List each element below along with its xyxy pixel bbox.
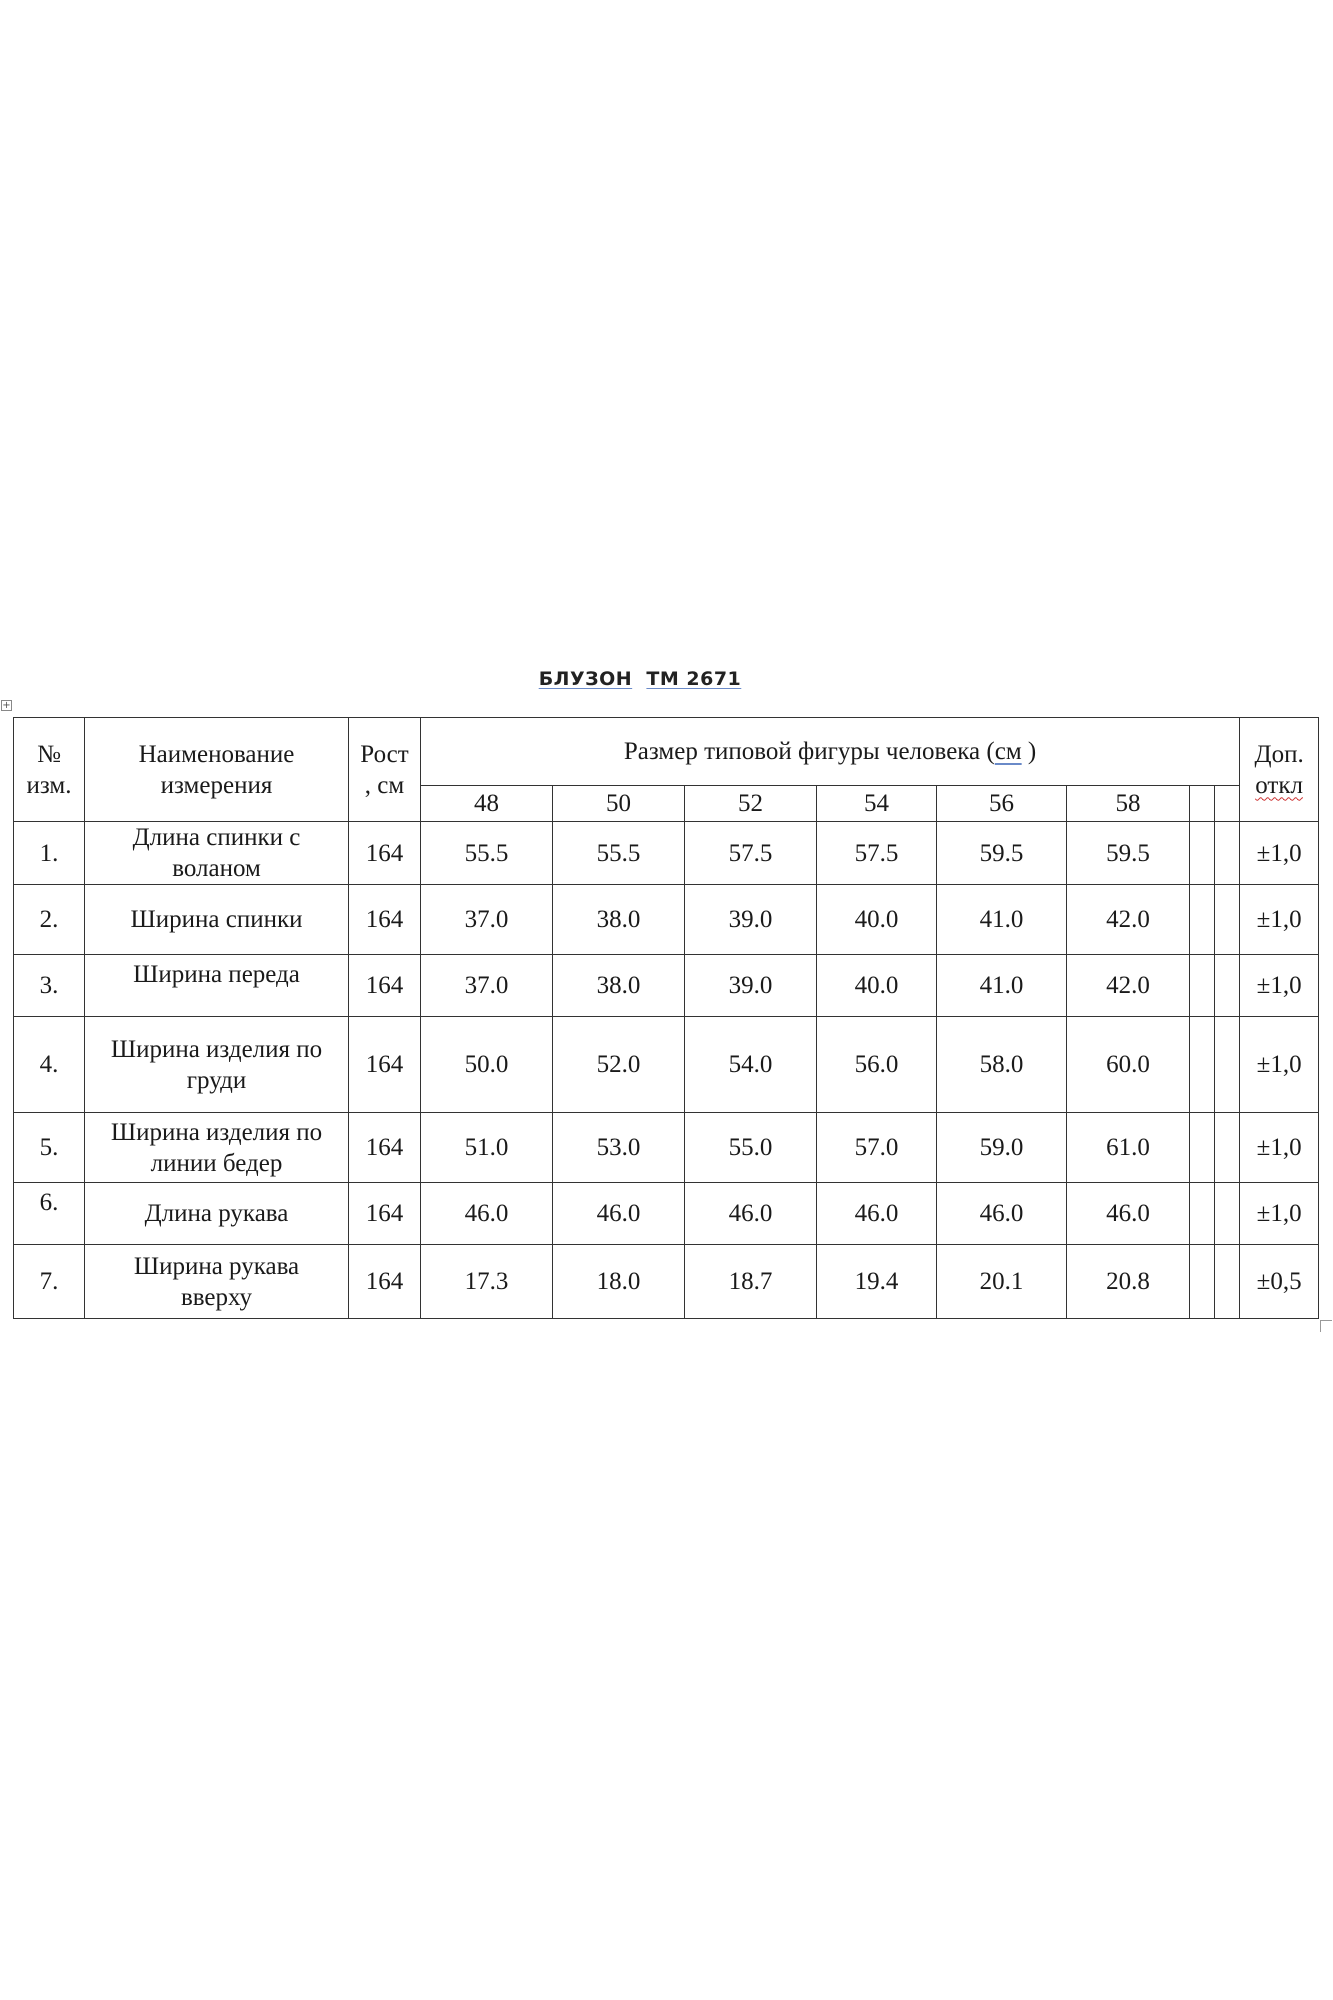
- row-value: 39.0: [685, 955, 817, 1017]
- empty-cell: [1215, 1245, 1240, 1319]
- row-value: 40.0: [817, 955, 937, 1017]
- row-name: Ширина переда: [85, 955, 349, 1017]
- table-row: [14, 1113, 1319, 1183]
- row-num: 6.: [14, 1183, 85, 1245]
- table-row: [14, 885, 1319, 955]
- row-value: 52.0: [553, 1017, 685, 1113]
- row-value: 42.0: [1067, 955, 1190, 1017]
- row-value: 54.0: [685, 1017, 817, 1113]
- row-value: 57.0: [817, 1113, 937, 1183]
- row-value: 57.5: [685, 822, 817, 885]
- empty-cell: [1190, 885, 1215, 955]
- row-value: 42.0: [1067, 885, 1190, 955]
- table-row: [14, 1245, 1319, 1319]
- size-header: 48: [421, 786, 553, 822]
- row-height: 164: [349, 822, 421, 885]
- row-value: 46.0: [817, 1183, 937, 1245]
- row-value: 41.0: [937, 955, 1067, 1017]
- row-name: Длина рукава: [85, 1183, 349, 1245]
- row-value: 46.0: [1067, 1183, 1190, 1245]
- header-tolerance: Доп. откл: [1240, 718, 1319, 822]
- row-tolerance: ±1,0: [1240, 885, 1319, 955]
- empty-cell: [1190, 955, 1215, 1017]
- row-value: 58.0: [937, 1017, 1067, 1113]
- row-value: 51.0: [421, 1113, 553, 1183]
- row-tolerance: ±1,0: [1240, 822, 1319, 885]
- empty-size-header: [1215, 786, 1240, 822]
- row-height: 164: [349, 1017, 421, 1113]
- row-value: 18.7: [685, 1245, 817, 1319]
- row-value: 38.0: [553, 885, 685, 955]
- row-name: Ширина изделия по линии бедер: [85, 1113, 349, 1183]
- title-garment: БЛУЗОН: [538, 668, 633, 690]
- size-header: 54: [817, 786, 937, 822]
- header-size-group: Размер типовой фигуры человека (см ): [421, 718, 1240, 786]
- row-height: 164: [349, 1113, 421, 1183]
- row-value: 57.5: [817, 822, 937, 885]
- empty-cell: [1190, 1245, 1215, 1319]
- page-corner-mark: [1320, 1320, 1332, 1332]
- row-num: 3.: [14, 955, 85, 1017]
- row-value: 40.0: [817, 885, 937, 955]
- row-height: 164: [349, 1245, 421, 1319]
- document-title: [0, 668, 1280, 690]
- table-row: [14, 1183, 1319, 1245]
- row-value: 56.0: [817, 1017, 937, 1113]
- size-header: 50: [553, 786, 685, 822]
- row-num: 4.: [14, 1017, 85, 1113]
- row-value: 59.0: [937, 1113, 1067, 1183]
- row-value: 55.5: [421, 822, 553, 885]
- row-value: 46.0: [937, 1183, 1067, 1245]
- table-row: [14, 955, 1319, 1017]
- row-value: 20.1: [937, 1245, 1067, 1319]
- row-num: 5.: [14, 1113, 85, 1183]
- title-model: ТМ 2671: [646, 668, 742, 690]
- empty-size-header: [1190, 786, 1215, 822]
- size-header: 56: [937, 786, 1067, 822]
- row-name: Ширина спинки: [85, 885, 349, 955]
- table-row: [14, 1017, 1319, 1113]
- row-tolerance: ±1,0: [1240, 1183, 1319, 1245]
- header-num: № изм.: [14, 718, 85, 822]
- row-value: 59.5: [937, 822, 1067, 885]
- row-value: 46.0: [421, 1183, 553, 1245]
- empty-cell: [1215, 955, 1240, 1017]
- row-value: 55.5: [553, 822, 685, 885]
- header-row: [14, 718, 1319, 786]
- row-name: Ширина изделия по груди: [85, 1017, 349, 1113]
- size-table: [13, 717, 1319, 1319]
- row-value: 38.0: [553, 955, 685, 1017]
- row-value: 55.0: [685, 1113, 817, 1183]
- size-header: 58: [1067, 786, 1190, 822]
- row-value: 53.0: [553, 1113, 685, 1183]
- row-value: 59.5: [1067, 822, 1190, 885]
- row-num: 7.: [14, 1245, 85, 1319]
- empty-cell: [1190, 1113, 1215, 1183]
- row-value: 50.0: [421, 1017, 553, 1113]
- table-move-handle-icon[interactable]: +: [2, 700, 11, 711]
- row-value: 46.0: [553, 1183, 685, 1245]
- row-value: 37.0: [421, 955, 553, 1017]
- header-name: Наименование измерения: [85, 718, 349, 822]
- row-num: 2.: [14, 885, 85, 955]
- row-value: 61.0: [1067, 1113, 1190, 1183]
- header-height: Рост , см: [349, 718, 421, 822]
- table-row: [14, 822, 1319, 885]
- empty-cell: [1215, 1017, 1240, 1113]
- row-value: 60.0: [1067, 1017, 1190, 1113]
- empty-cell: [1215, 1113, 1240, 1183]
- row-value: 39.0: [685, 885, 817, 955]
- empty-cell: [1215, 885, 1240, 955]
- size-header: 52: [685, 786, 817, 822]
- row-height: 164: [349, 885, 421, 955]
- row-value: 19.4: [817, 1245, 937, 1319]
- empty-cell: [1190, 1183, 1215, 1245]
- row-tolerance: ±1,0: [1240, 955, 1319, 1017]
- row-name: Длина спинки с воланом: [85, 822, 349, 885]
- row-tolerance: ±0,5: [1240, 1245, 1319, 1319]
- row-value: 41.0: [937, 885, 1067, 955]
- row-tolerance: ±1,0: [1240, 1017, 1319, 1113]
- row-value: 46.0: [685, 1183, 817, 1245]
- row-value: 17.3: [421, 1245, 553, 1319]
- row-value: 18.0: [553, 1245, 685, 1319]
- empty-cell: [1215, 1183, 1240, 1245]
- row-value: 37.0: [421, 885, 553, 955]
- empty-cell: [1190, 822, 1215, 885]
- row-num: 1.: [14, 822, 85, 885]
- row-tolerance: ±1,0: [1240, 1113, 1319, 1183]
- empty-cell: [1190, 1017, 1215, 1113]
- row-name: Ширина рукава вверху: [85, 1245, 349, 1319]
- empty-cell: [1215, 822, 1240, 885]
- row-height: 164: [349, 955, 421, 1017]
- row-height: 164: [349, 1183, 421, 1245]
- row-value: 20.8: [1067, 1245, 1190, 1319]
